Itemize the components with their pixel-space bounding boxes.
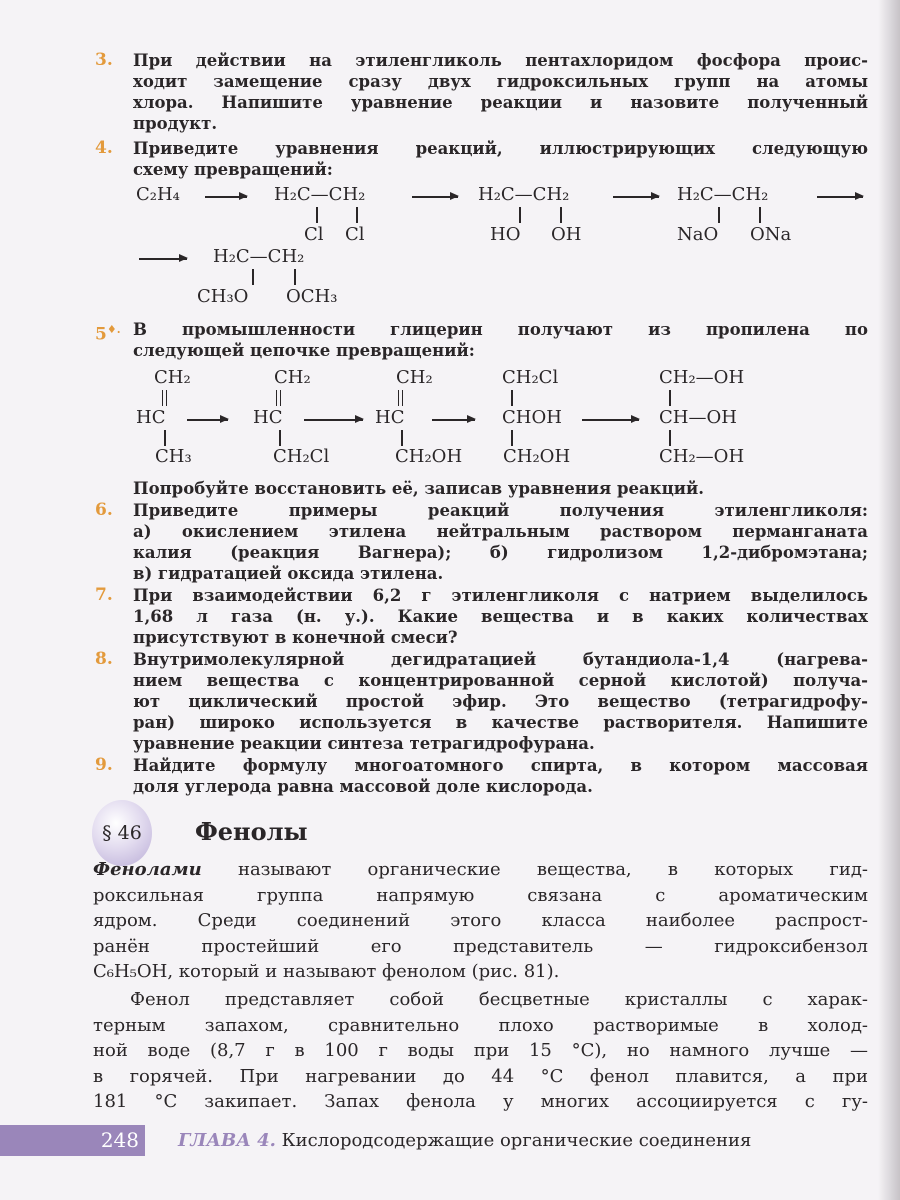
text-line: Фенол представляет собой бесцветные кристаллы с харак-: [130, 989, 868, 1010]
formula-sodium-glycolate: H₂C—CH₂: [677, 184, 769, 205]
text-line: продукт.: [133, 114, 218, 133]
page-number-bar: [0, 1125, 145, 1156]
text-line: доля углерода равна массовой доле кислорода.: [133, 777, 593, 796]
text-line: а) окислением этилена нейтральным раствором перманганата: [133, 522, 868, 541]
bond-line: [356, 207, 358, 223]
substituent: HO: [490, 224, 521, 245]
exercise-text: [133, 755, 868, 797]
formula-part: HC: [375, 407, 405, 428]
bond-line: [164, 430, 166, 446]
arrow-icon: [432, 419, 475, 421]
exercise-number: 4.: [95, 138, 113, 158]
section-number-badge: § 46: [92, 800, 152, 866]
text-line: При действии на этиленгликоль пентахлоридом фосфора проис-: [133, 51, 868, 70]
arrow-icon: [582, 419, 639, 421]
substituent: OH: [551, 224, 582, 245]
bond-line: [519, 207, 521, 223]
bond-line: [252, 269, 254, 285]
substituent: Cl: [345, 224, 365, 245]
text-line: ран) широко используется в качестве растворителя. Напишите: [133, 713, 868, 732]
page-edge-shadow: [878, 0, 900, 1200]
bond-line: [279, 430, 281, 446]
text-line: уравнение реакции синтеза тетрагидрофурана.: [133, 734, 595, 753]
text-line: калия (реакция Вагнера); б) гидролизом 1,2-дибромэтана;: [133, 543, 868, 562]
text-line: [93, 857, 868, 883]
exercise-number: 8.: [95, 649, 113, 669]
arrow-icon: [139, 258, 187, 260]
term-highlight: Фенолами: [93, 859, 202, 880]
text-line: Приведите примеры реакций получения этиленгликоля:: [133, 501, 868, 520]
exercise-number: 7.: [95, 585, 113, 605]
text-line: присутствуют в конечной смеси?: [133, 628, 458, 647]
text-line: ходит замещение сразу двух гидроксильных групп на атомы: [133, 72, 868, 91]
text-line: В промышленности глицерин получают из пропилена по: [133, 320, 868, 339]
exercise-text: [133, 585, 868, 648]
text-line: Найдите формулу многоатомного спирта, в котором массовая: [133, 756, 868, 775]
text-line: 181 °С закипает. Запах фенола у многих ассоциируется с гу-: [93, 1091, 868, 1112]
paragraph-1: [93, 857, 868, 985]
formula-part: CH₂: [396, 367, 433, 388]
bond-line: [718, 207, 720, 223]
substituent: Cl: [304, 224, 324, 245]
formula-part: CH₃: [155, 446, 192, 467]
text-line: в) гидратацией оксида этилена.: [133, 564, 444, 583]
exercise-text: [133, 50, 868, 134]
bond-line: [401, 430, 403, 446]
text-fragment: называют органические вещества, в которых гид-: [201, 859, 868, 880]
arrow-icon: [187, 419, 228, 421]
arrow-icon: [205, 196, 247, 198]
text-line: следующей цепочке превращений:: [133, 341, 475, 360]
formula-part: CH₂Cl: [502, 367, 559, 388]
formula-dichloroethane: H₂C—CH₂: [274, 184, 366, 205]
exercise-note: Попробуйте восстановить её, записав уравнения реакций.: [133, 479, 705, 498]
page-number: 248: [100, 1128, 139, 1152]
arrow-icon: [817, 196, 863, 198]
bond-line: [669, 430, 671, 446]
formula-part: CH₂—OH: [659, 446, 745, 467]
exercise-number: 9.: [95, 755, 113, 775]
difficulty-marker-icon: ♦.: [106, 323, 121, 336]
text-line: нием вещества с концентрированной серной кислотой) получа-: [133, 671, 868, 690]
text-line: хлора. Напишите уравнение реакции и назовите полученный: [133, 93, 868, 112]
bond-line: [316, 207, 318, 223]
paragraph-text: [93, 987, 868, 1115]
formula-ethylene-glycol: H₂C—CH₂: [478, 184, 570, 205]
exercise-text: [133, 138, 868, 180]
formula-part: HC: [253, 407, 283, 428]
arrow-icon: [613, 196, 659, 198]
formula-part: CH₂OH: [395, 446, 463, 467]
double-bond-line: [162, 390, 167, 406]
exercise-number: 6.: [95, 500, 113, 520]
substituent: ONa: [750, 224, 792, 245]
substituent: NaO: [677, 224, 719, 245]
formula-part: CH₂OH: [503, 446, 571, 467]
bond-line: [511, 390, 513, 406]
formula-ethylene: C₂H₄: [136, 184, 180, 205]
text-line: ядром. Среди соединений этого класса наиболее распрост-: [93, 910, 868, 931]
double-bond-line: [276, 390, 281, 406]
text-line: При взаимодействии 6,2 г этиленгликоля с натрием выделилось: [133, 586, 868, 605]
formula-part: CH₂—OH: [659, 367, 745, 388]
text-line: ной воде (8,7 г в 100 г воды при 15 °С), но намного лучше —: [93, 1040, 868, 1061]
section-title: Фенолы: [195, 817, 308, 846]
bond-line: [759, 207, 761, 223]
formula-part: CH₂Cl: [273, 446, 330, 467]
exercise-text: [133, 500, 868, 584]
text-line: в горячей. При нагревании до 44 °С фенол плавится, а при: [93, 1065, 868, 1087]
text-line: ют циклический простой эфир. Это вещество (тетрагидрофу-: [133, 692, 868, 711]
bond-line: [560, 207, 562, 223]
text-line: 1,68 л газа (н. у.). Какие вещества и в каких количествах: [133, 607, 868, 626]
formula-part: CH₂: [154, 367, 191, 388]
running-footer: [178, 1125, 751, 1156]
arrow-icon: [304, 419, 363, 421]
exercise-number: 3.: [95, 50, 113, 70]
arrow-icon: [412, 196, 458, 198]
text-line: ранён простейший его представитель — гидроксибензол: [93, 935, 868, 957]
bond-line: [511, 430, 513, 446]
text-line: C₆H₅OH, который и называют фенолом (рис. 81).: [93, 961, 560, 982]
text-line: терным запахом, сравнительно плохо растворимые в холод-: [93, 1014, 868, 1036]
formula-dimethoxyethane: H₂C—CH₂: [213, 246, 305, 267]
paragraph-2: [93, 987, 868, 1115]
chapter-label: ГЛАВА 4.: [178, 1130, 276, 1151]
formula-part: CHOH: [502, 407, 562, 428]
paragraph-text: [93, 883, 868, 985]
bond-line: [294, 269, 296, 285]
text-line: Внутримолекулярной дегидратацией бутандиола-1,4 (нагрева-: [133, 650, 868, 669]
text-line: роксильная группа напрямую связана с ароматическим: [93, 884, 868, 906]
formula-part: CH₂: [274, 367, 311, 388]
chapter-title: Кислородсодержащие органические соединения: [275, 1130, 752, 1151]
substituent: OCH₃: [286, 286, 338, 307]
bond-line: [669, 390, 671, 406]
double-bond-line: [398, 390, 403, 406]
formula-part: CH—OH: [659, 407, 737, 428]
exercise-text: [133, 319, 868, 361]
exercise-number: [95, 319, 121, 346]
exercise-text: [133, 649, 868, 754]
formula-part: HC: [136, 407, 166, 428]
exercise-number-digit: 5: [95, 324, 107, 345]
substituent: CH₃O: [197, 286, 249, 307]
text-line: схему превращений:: [133, 160, 333, 179]
text-line: Приведите уравнения реакций, иллюстрирующих следующую: [133, 139, 868, 158]
